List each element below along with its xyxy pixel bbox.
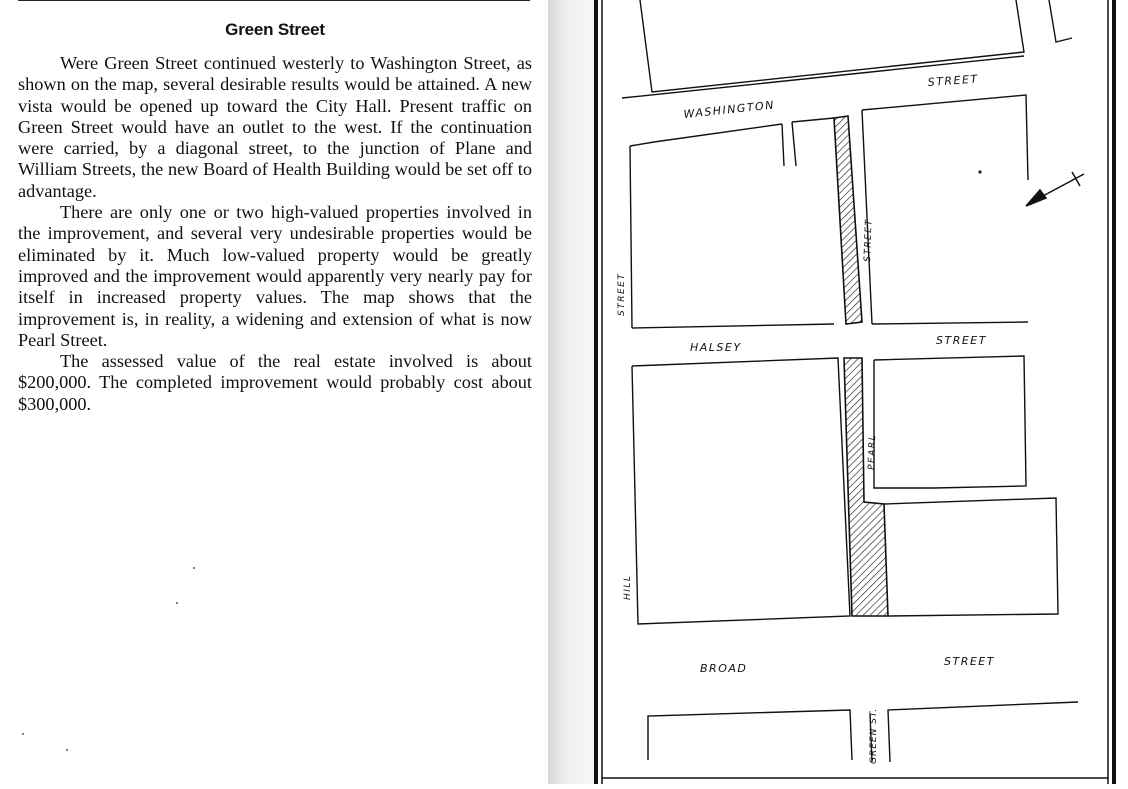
street-label-lower-right: STREET xyxy=(944,655,995,668)
book-gutter xyxy=(548,0,594,784)
paper-speck xyxy=(176,602,178,604)
paragraph-3: The assessed value of the real estate involved is about $200,000. The completed improvement would probably cost about $300,000. xyxy=(18,351,532,414)
block-middle-right xyxy=(874,356,1026,488)
proposed-street-extension xyxy=(834,116,888,616)
green-st-label: GREEN ST. xyxy=(869,707,879,764)
north-arrow-icon xyxy=(1026,172,1084,206)
block-south-right xyxy=(888,702,1078,762)
washington-label: WASHINGTON xyxy=(682,98,776,121)
block-upper-left xyxy=(630,124,782,146)
block-lower-right xyxy=(884,498,1058,616)
section-heading: Green Street xyxy=(225,20,325,39)
broad-label: BROAD xyxy=(700,662,748,675)
pearl-label: PEARL xyxy=(867,433,879,471)
map-page xyxy=(594,0,1128,784)
paragraph-1: Were Green Street continued westerly to Washington Street, as shown on the map, several desirable results would be attained. A new vista would be opened up toward the City Hall. Present traffic on Green Street would have an outlet to the west. If the continuation were carried, by a diagonal street, to the junction of Plane and William Streets, the new Board of Health Building would be set off to advantage. xyxy=(18,53,532,201)
text-page xyxy=(0,0,548,784)
paragraph-2: There are only one or two high-valued properties involved in the improvement, and several very undesirable properties would be eliminated by it. Much low-valued property would be greatly improved and the improvement would apparently very nearly pay for itself in increased property values. The map shows that the improvement is, in reality, a widening and extension of what is now Pearl Street. xyxy=(18,202,532,350)
body-text xyxy=(18,53,532,415)
block-upper-right xyxy=(862,95,1028,180)
map-dot xyxy=(978,170,981,173)
paper-speck xyxy=(22,733,24,735)
halsey-label: HALSEY xyxy=(690,341,742,354)
street-label-vertical-left: STREET xyxy=(617,272,627,316)
top-rule xyxy=(18,0,530,1)
street-label-upper-right: STREET xyxy=(927,72,980,89)
paper-speck xyxy=(193,567,195,569)
block-north-right xyxy=(1049,0,1072,42)
street-map xyxy=(594,0,1128,784)
block-south-left xyxy=(648,710,852,760)
street-label-vertical-upper: STREET xyxy=(863,218,875,263)
street-label-mid-right: STREET xyxy=(936,334,987,347)
block-middle-left xyxy=(632,358,850,624)
paper-speck xyxy=(66,749,68,751)
hill-label: HILL xyxy=(623,574,633,600)
